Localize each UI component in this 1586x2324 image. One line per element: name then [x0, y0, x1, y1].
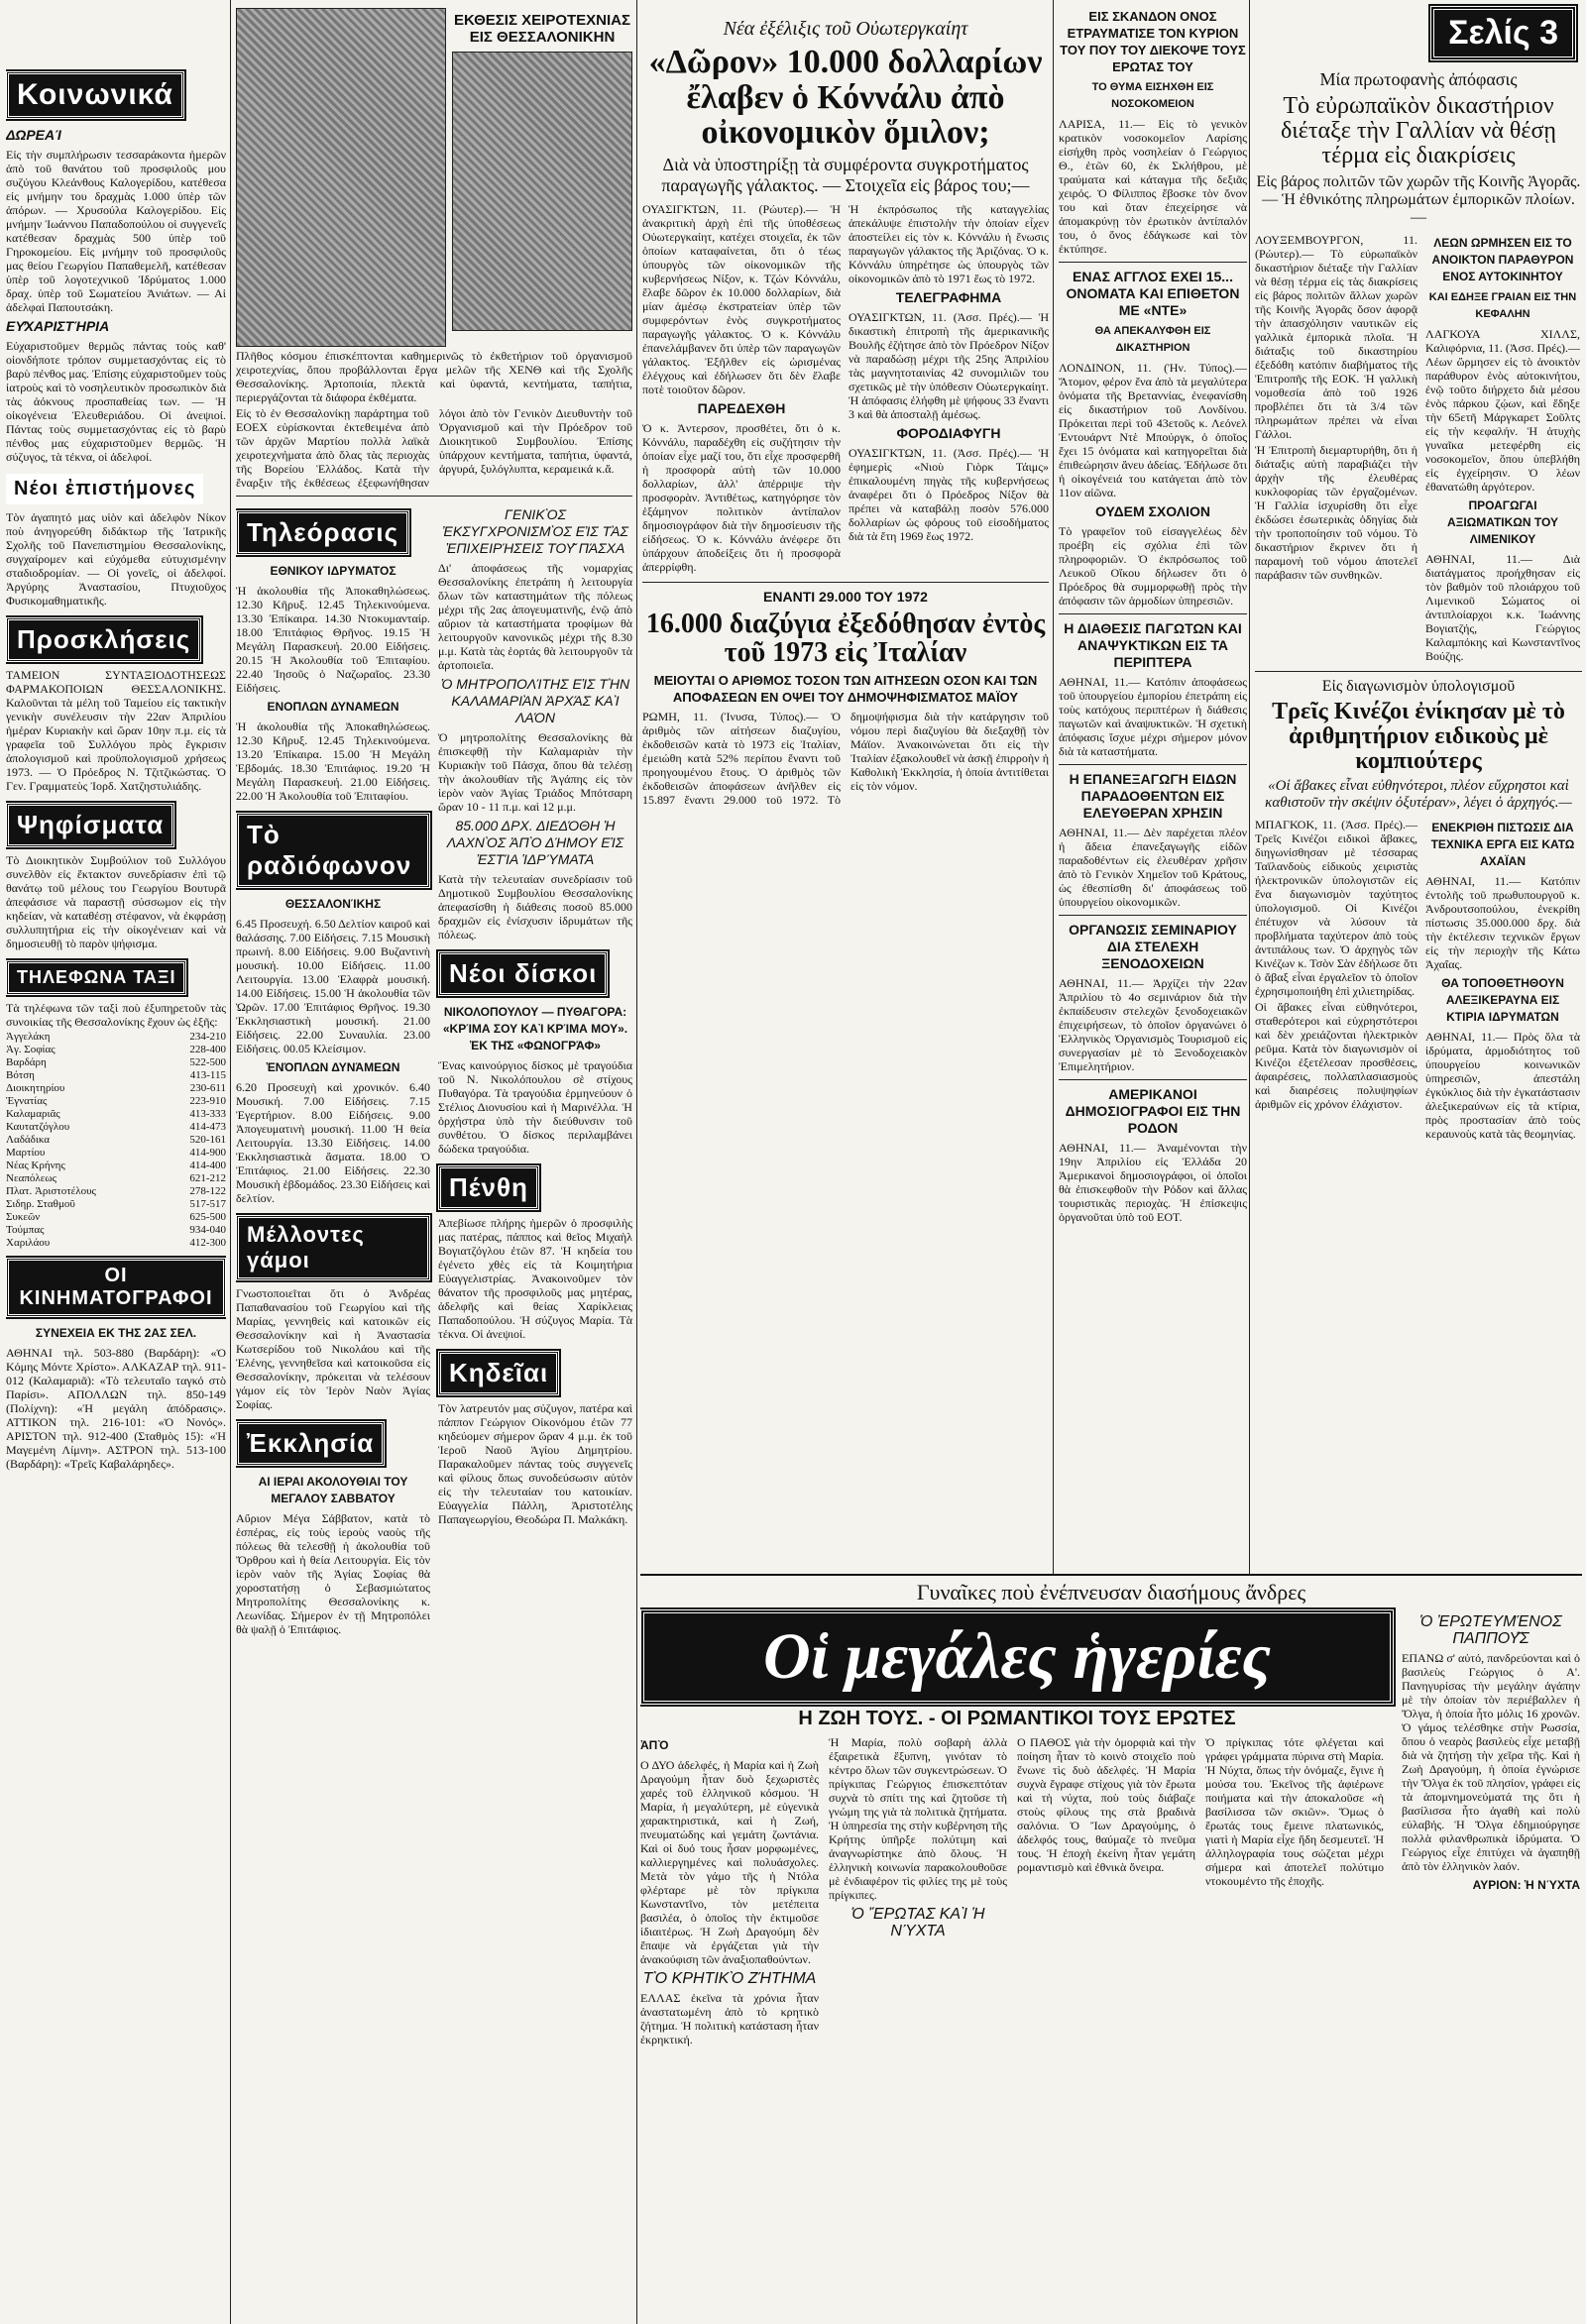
dollars-text: Κατὰ τὴν τελευταίαν συνεδρίασιν τοῦ Δημοτικοῦ Συμβουλίου Θεσσαλονίκης ἀπεφασίσθη ἡ διάθεσις ποσοῦ 85.000 δραχμῶν εἰς ἐνίσχυσιν ἱδρυμάτων τῆς πόλεως. — [438, 872, 632, 941]
leon-sub: ΚΑΙ ΕΔΗΞΕ ΓΡΑΙΑΝ ΕΙΣ ΤΗΝ ΚΕΦΑΛΗΝ — [1428, 290, 1577, 320]
taxi-phone-row — [6, 1108, 226, 1121]
topothetountai-head: ΘΑ ΤΟΠΟΘΕΤΗΘΟΥΝ ΑΛΕΞΙΚΕΡΑΥΝΑ ΕΙΣ ΚΤΙΡΙΑ ΙΔΡΥΜΑΤΩΝ — [1441, 976, 1564, 1025]
watergate-body3: Ἡ ἐκπρόσωπος τῆς καταγγελίας ἀπεκάλυψε ἐπιστολὴν τὴν ὁποίαν εἶχεν ἀποστείλει εἰς τὸν κ. Κόννάλυ ἡ ἕνωσις παραγωγῶν γάλακτος τῆς Ἀριζόνας. Ὁ κ. Κόννάλυ ὑπηρέτησε ὡς ὑπουργὸς τῶν οἰκονομικῶν ἀπὸ τὸ 1971 ἕως τὸ 1972. — [849, 202, 1049, 286]
feature-story — [640, 1574, 1582, 2324]
taxi-phone-row — [6, 1082, 226, 1095]
neoi-banner: Νέοι ἐπιστήμονες — [6, 474, 203, 504]
court-text: ΛΟΥΞΕΜΒΟΥΡΓΟΝ, 11. (Ρώυτερ).— Τὸ εὐρωπαϊκὸν δικαστήριον διέταξε τὴν Γαλλίαν νὰ θέσῃ τέρμα εἰς τὰς διακρίσεις εἰς βάρος πολιτῶν ἄλλων χωρῶν τῆς Κοινῆς Ἀγορᾶς ὅσον ἀφορᾷ τὴν ἀπασχόλησιν ναυτικῶν εἰς γαλλικὰ ἐμπορικὰ πλοῖα. Ἡ διάταξις τοῦ δικαστηρίου ἐξεδόθη κατόπιν διαβήματος τῆς Ἐπιτροπῆς τῆς ΕΟΚ. Ἡ γαλλικὴ νομοθεσία ἀπὸ τοῦ 1926 προβλέπει ὅτι τὰ 3/4 τῶν πληρωμάτων πρέπει νὰ εἶναι Γάλλοι. — [1255, 232, 1417, 441]
oudem-text: Τὸ γραφεῖον τοῦ εἰσαγγελέως δὲν προέβη εἰς σχόλια ἐπὶ τῶν πληροφοριῶν. Ὁ ἐκπρόσωπος τοῦ Λευκοῦ Οἴκου δήλωσεν ὅτι ὁ Πρόεδρος θὰ συμμορφωθῇ πρὸς τὴν ἀπόφασιν τῶν ἁρμοδίων ὑπηρεσιῶν. — [1059, 524, 1247, 608]
dollars-head: 85.000 ΔΡΧ. ΔΙΕΔΌΘΗ Ἡ ΛΑΧΝῸΣ ἈΠῸ ΔΉΜΟΥ ΕἸΣ ἘΣΤΊΑ ἹΔΡΎΜΑΤΑ — [446, 818, 624, 867]
watergate-headline: «Δῶρον» 10.000 δολλαρίων ἔλαβεν ὁ Κόννάλυ ἀπὸ οἰκονομικὸν ὅμιλον; — [648, 44, 1043, 152]
avrion-line: ΑΥΡΙΟΝ: Ἡ ΝΎΧΤΑ — [1472, 1878, 1580, 1892]
pasha-head: ΓΕΝΙΚῸΣ ἘΚΣΥΓΧΡΟΝΙΣΜῸΣ ΕἸΣ ΤᾺΣ ἘΠΙΧΕΙΡΉΣΕΙΣ ΤΟΥ͂ ΠΆΣΧΑ — [442, 506, 628, 556]
feature-deck: Η ΖΩΗ ΤΟΥΣ. - ΟΙ ΡΩΜΑΝΤΙΚΟΙ ΤΟΥΣ ΕΡΩΤΕΣ — [798, 1708, 1236, 1729]
eir-label: ΕΘΝΙΚΟΥ ΙΔΡΥΜΑΤΟΣ — [270, 564, 396, 578]
taxi-area-name: Τούμπας — [6, 1224, 45, 1236]
eucharistiria-heading: ΕΥ̓ΧΑΡΙΣΤΉΡΙΑ — [6, 318, 110, 334]
tileorasis-banner: Τηλεόρασις — [236, 510, 409, 555]
court-text2: Ἡ Ἐπιτροπὴ διεμαρτυρήθη, ὅτι ἡ διάταξις αὐτὴ παραβιάζει τὴν ἀρχὴν τῆς ἐλευθέρας κυκλοφορίας τῶν ἐργαζομένων. Ἡ Γαλλία ἰσχυρίσθη ὅτι εἶχε ἐκδώσει ἐσωτερικὰς ὁδηγίας διὰ τὴν τροποποίησιν τοῦ νόμου. Τὸ δικαστήριον ἔκρινεν ὅτι ἡ παραμονὴ τοῦ νόμου ἀποτελεῖ παράβασιν τῶν συνθηκῶν. — [1255, 442, 1417, 582]
erotas-head: Ὁ ἜΡΩΤΑΣ ΚΑῚ Ἡ ΝΎΧΤΑ — [850, 1906, 985, 1939]
taxi-phone-number: 228-400 — [189, 1044, 226, 1055]
taxi-phone-number: 414-900 — [189, 1147, 226, 1159]
feature-col2: Ἡ Μαρία, πολὺ σοβαρὴ ἀλλὰ ἐξαιρετικὰ ἔξυπνη, γινόταν τὸ κέντρο ὅλων τῶν συγκεντρώσεων. Ὁ πρίγκιπας Γεώργιος ἐπισκεπτόταν συχνὰ τὸ σπίτι της καὶ ζητοῦσε τὴ γνώμη της γιὰ τὰ πολιτικὰ ζητήματα. Ἡ ὑπηρεσία της στὴν κυβέρνηση τῆς Κρήτης ὑπῆρξε πολύτιμη καὶ ἀναγνωρίστηκε ἀπὸ ὅλους. Ἡ ἑλληνικὴ κοινωνία παρακολουθοῦσε μὲ ἐνδιαφέρον τὶς φιλίες της μὲ τοὺς πρίγκιπες. — [829, 1735, 1007, 1902]
eir-text: Ἡ ἀκολουθία τῆς Ἀποκαθηλώσεως. 12.30 Κῆρυξ. 12.45 Τηλεκινούμενα. 13.30 Ἐπίκαιρα. 14.30 Ντοκυμανταίρ. 18.00 Ἐπιτάφιος Θρῆνος. 19.15 Ἡ Μεγάλη Παρασκευή. 20.00 Εἰδήσεις. 20.15 Ἡ Ἀκολουθία τοῦ Ἐπιταφίου. 22.40 Ἰησοῦς ὁ Ναζωραῖος. 23.30 Εἰδήσεις. — [236, 584, 430, 695]
paredexthi-head: ΠΑΡΕΔΕΧΘΗ — [697, 400, 786, 417]
taxi-phone-row — [6, 1185, 226, 1198]
mellontes-banner: Μέλλοντες γάμοι — [236, 1215, 430, 1280]
taxi-area-name: Λαδάδικα — [6, 1134, 51, 1146]
kinimatografoi-text: ΑΘΗΝΑΙ τηλ. 503-880 (Βαρδάρη): «Ὁ Κόμης Μόντε Χρίστο». ΑΛΚΑΖΑΡ τηλ. 911-012 (Καλαμαριᾶ): «Τὸ τελευταῖο ταγκό στὸ Παρίσι». ΑΠΟΛΛΩΝ τηλ. 850-149 (Πολίχνη): «Ἡ μεγάλη ἀπόδρασις». ΑΤΤΙΚΟΝ τηλ. 216-101: «Ὁ Νονός». ΑΡΙΣΤΟΝ τηλ. 912-400 (Σταθμὸς 15): «Ἡ Μαγεμένη Λίμνη». ΑΣΤΡΟΝ τηλ. 513-100 (Βαρδάρη): «Τρεῖς Καβαλάρηδες». — [6, 1346, 226, 1471]
topothetountai-text: ΑΘΗΝΑΙ, 11.— Πρὸς ὅλα τὰ ἱδρύματα, ἁρμοδιότητος τοῦ ὑπουργείου κοινωνικῶν ὑπηρεσιῶν, ἀπεστάλη ἐγκύκλιος διὰ τὴν ἐγκατάστασιν ἀλεξικεραύνων εἰς τὰ κτίρια, πρὸς προστασίαν ἀπὸ τοὺς κεραυνοὺς κατὰ τὰς θεομηνίας. — [1425, 1030, 1580, 1142]
mellontes-text: Γνωστοποιεῖται ὅτι ὁ Ἀνδρέας Παπαθανασίου τοῦ Γεωργίου καὶ τῆς Μαρίας, γεννηθεὶς καὶ κατοικῶν εἰς Θεσσαλονίκην καὶ ἡ Ἀναστασία Κωτσερίδου τοῦ Νικολάου καὶ τῆς Ἑλένης, γεννηθεῖσα καὶ κατοικοῦσα εἰς Θεσσαλονίκην, πρόκειται νὰ τελέσουν γάμον εἰς τὸν Ἱερὸν Ναὸν Ἁγίας Σοφίας. — [236, 1286, 430, 1411]
italy-kicker: ΕΝΑΝΤΙ 29.000 ΤΟΥ 1972 — [763, 589, 928, 606]
taxi-area-name: Ἐγνατίας — [6, 1095, 48, 1107]
taxi-area-name: Καλαμαριᾶς — [6, 1108, 60, 1120]
taxi-area-name: Νέας Κρήνης — [6, 1160, 65, 1171]
telegrafima-head: ΤΕΛΕΓΡΑΦΗΜΑ — [895, 289, 1002, 306]
watergate-body2: Ὁ κ. Ἀντερσον, προσθέτει, ὅτι ὁ κ. Κόννάλυ, παραδέχθη εἰς συζήτησιν τὴν ὁποίαν εἶχε μαζί του, ὅτι εἶχε προσφερθῆ ἡ προσφορὰ αὐτὴ τῶν 10.000 δολλαρίων, ἀλλ' ἀπέρριψε τὴν προσφορὰν. Ἀντιθέτως, κατηγόρησε τὸν ἑξάμηνον πολιτικὸν ἀντίπαλον δημοσιογράφον διὰ τὴν δημοσίευσιν τῆς εἰδήσεως. Ὁ κ. Κόννάλυ ἀνέφερε ὅτι ὑπάρχουν ἀποδείξεις ὅτι ἡ προσφορὰ ἀπερρίφθη. — [642, 421, 841, 575]
taxi-area-name: Βαρδάρη — [6, 1056, 47, 1068]
taxi-phone-row — [6, 1121, 226, 1134]
taxi-area-name: Βότση — [6, 1069, 35, 1081]
feature-col1: Ο ΔΥΟ ἀδελφές, ἡ Μαρία καὶ ἡ Ζωὴ Δραγούμη ἦταν δυὸ ξεχωριστὲς χαρές τοῦ ἑλληνικοῦ κόσμου. Ἡ Μαρία, ἡ μεγαλύτερη, μὲ εὐγενικὰ χαρακτηριστικά, καὶ ἡ Ζωή, πνευματώδης καὶ γεμάτη ζωντάνια. Καὶ οἱ δυό τους ἦσαν μορφωμένες, καλλιεργημένες καὶ πολυάσχολες. Μετὰ τὸν γάμο τῆς ἡ Ντόλα φλέρταρε μὲ τὸν πρίγκιπα Κωνσταντῖνο, τὸν μετέπειτα βασιλέα, ὁ ὁποῖος τὴν ἐκτιμοῦσε ἰδιαιτέρως. Ἡ Ζωὴ Δραγούμη δὲν ἔπαψε νὰ ἐργάζεται γιὰ τὴν ἀνακούφιση τῶν ἀναξιοπαθούντων. — [640, 1758, 819, 1966]
taxi-phone-number: 413-333 — [189, 1108, 226, 1120]
column-classifieds — [6, 0, 226, 2324]
leon-head: ΛΕΩΝ ΩΡΜΗΣΕΝ ΕΙΣ ΤΟ ΑΝΟΙΚΤΟΝ ΠΑΡΑΘΥΡΟΝ ΕΝΟΣ ΑΥΤΟΚΙΝΗΤΟΥ — [1431, 235, 1574, 283]
radio-ened-text: 6.20 Προσευχὴ καὶ χρονικόν. 6.40 Μουσική. 7.00 Εἰδήσεις. 7.15 Ἐγερτήριον. 8.00 Εἰδήσεις. 9.00 Ἀπογευματινὴ μουσική. 11.00 Ἡ θεία Λειτουργία. 13.30 Εἰδήσεις. 14.00 Ἐκκλησιαστικὰ ἄσματα. 18.00 Ὁ Ἐπιτάφιος. 21.00 Εἰδήσεις. 22.30 Μουσικὴ ἑβδομάδος. 23.30 Εἰδήσεις καὶ δελτίον. — [236, 1080, 430, 1205]
erotevmenos-head: Ὁ ἘΡΩΤΕΥΜΈΝΟΣ ΠΑΠΠΟΥ͂Σ — [1419, 1613, 1562, 1647]
exhibit-text: Εἰς τὸ ἐν Θεσσαλονίκῃ παράρτημα τοῦ ΕΟΕΧ εὑρίσκονται ἐκτεθειμένα ἀπὸ τῶν ἀρχῶν Μαρτίου πολλὰ λαϊκὰ χειροτεχνήματα ἀπὸ ὅλας τὰς περιοχὰς τῆς Βορείου Ἑλλάδος. Κατὰ τὴν ἔναρξιν τῆς ἐκθέσεως ἐξεφωνήθησαν λόγοι ἀπὸ τὸν Γενικὸν Διευθυντὴν τοῦ Ὀργανισμοῦ καὶ τὴν Πρόεδρον τοῦ Διοικητικοῦ Συμβουλίου. Ἐπίσης ὑπάρχουν κεντήματα, ταπήτια, ὑφαντά, ἀργυρά, ξυλόγλυπτα, κεραμεικά κ.ἄ. — [236, 406, 632, 490]
eucharistiria-text: Εὐχαριστοῦμεν θερμῶς πάντας τοὺς καθ' οἱονδήποτε τρόπον συμμετασχόντας εἰς τὸ βαρὺ πένθος μας. Ἐπίσης εὐχαριστοῦμεν τοὺς ἰατροὺς καὶ τὸ νοσηλευτικὸν προσωπικὸν διὰ τὰς ἀόκνους προσπαθείας των. — Ἡ οἰκογένεια Ἐλευθεριάδου. Οἱ ἀνεψιοί. Πάντας τοὺς συμμετασχόντας εἰς τὸ βαρὺ πένθος μας εὐχαριστοῦμεν θερμῶς. Ἡ σύζυγος, τὰ τέκνα, οἱ ἀδελφοί. — [6, 339, 226, 464]
forodiafygi-text: ΟΥΑΣΙΓΚΤΩΝ, 11. (Ἀσσ. Πρές).— Ἡ ἐφημερὶς «Νιοὺ Γιὸρκ Τάιμς» ἐπικαλουμένη πηγὰς τῆς κυβερνήσεως ἀναφέρει ὅτι ὁ Πρόεδρος Νίξον θὰ πρέπει νὰ καταβάλῃ ποσὸν 576.000 δολλαρίων ὡς φόρους τοῦ εἰσοδήματος διὰ τὰ ἔτη 1969 ἕως 1972. — [849, 446, 1049, 544]
penthi-text: Ἀπεβίωσε πλήρης ἡμερῶν ὁ προσφιλὴς μας πατέρας, πάππος καὶ θεῖος Μιχαὴλ Βογιατζόγλου ἐτῶν 87. Ἡ κηδεία του ἐγένετο χθὲς εἰς τὰ Κοιμητήρια Εὐαγγελιστρίας. Ἀνακοινοῦμεν τὸν θάνατον τῆς προσφιλοῦς μας μητέρας, ἀδελφῆς καὶ θείας Χαρίκλειας Παπαδοπούλου. Ἡ σύζυγος Μαρία. Τὰ τέκνα. Οἱ ἀνεψιοί. — [438, 1216, 632, 1341]
italy-deck: ΜΕΙΟΥΤΑΙ Ο ΑΡΙΘΜΟΣ ΤΟΣΟΝ ΤΩΝ ΑΙΤΗΣΕΩΝ ΟΣΟΝ ΚΑΙ ΤΩΝ ΑΠΟΦΑΣΕΩΝ ΕΝ ΟΨΕΙ ΤΟΥ ΔΗΜΟΨΗΦΙΣΜΑΤΟΣ ΜΑΪΟΥ — [653, 672, 1038, 705]
taxi-phone-number: 278-122 — [189, 1185, 226, 1197]
taxi-area-name: Καυτατζόγλου — [6, 1121, 70, 1133]
column-events — [236, 0, 632, 2324]
taxi-phone-row — [6, 1031, 226, 1044]
kritiko-head: ΤῸ ΚΡΗΤΙΚῸ ΖΉΤΗΜΑ — [642, 1970, 817, 1987]
taxi-phone-row — [6, 1147, 226, 1160]
italy-body: ΡΩΜΗ, 11. (Ἰνυσα, Τύπος).— Ὁ ἀριθμὸς τῶν αἰτήσεων διαζυγίου, ἐκδοθεισῶν κατὰ τὸ 1973 εἰς Ἰταλίαν, ἐμειώθη κατὰ 52% περίπου ἔναντι τοῦ προηγουμένου ἔτους. Ὁ ἀριθμὸς τῶν ἐκδοθεισῶν ἀποφάσεων ἀνῆλθεν εἰς 15.897 ἔναντι 29.000 τοῦ 1972. Τὸ δημοψήφισμα διὰ τὴν κατάργησιν τοῦ νόμου περὶ διαζυγίου θὰ διεξαχθῇ τὸν Μάϊον. Ἀνακοινώνεται ὅτι εἰς τὴν Ἰταλίαν ἐξακολουθεῖ νὰ ἀσκῇ ἐπιρροὴν ἡ Καθολικὴ Ἐκκλησία, ἡ ὁποία ἀντιτίθεται εἰς τὸν νόμον. — [642, 709, 1049, 807]
oudem-head: ΟΥΔΕΜ ΣΧΟΛΙΟΝ — [1095, 503, 1210, 519]
penthi-banner: Πένθη — [438, 1165, 539, 1210]
court-deck: Εἰς βάρος πολιτῶν τῶν χωρῶν τῆς Κοινῆς Ἀγορᾶς. — Ἡ ἐθνικότης πληρωμάτων ἐμπορικῶν πλοίων. — — [1256, 172, 1581, 226]
watergate-deck: Διὰ νὰ ὑποστηρίξῃ τὰ συμφέροντα συγκροτήματος παραγωγῆς γάλακτος. — Στοιχεῖα εἰς βάρος του;— — [661, 155, 1030, 196]
ekklisia-banner: Ἐκκλησία — [236, 1421, 385, 1466]
taxi-phone-row — [6, 1224, 226, 1237]
taxi-area-name: Μαρτίου — [6, 1147, 46, 1159]
feature-col4: Ὁ πρίγκιπας τότε φλέγεται καὶ γράφει γράμματα πύρινα στὴ Μαρία. Ἡ Νύχτα, ὅπως τὴν ὀνόμαζε, ἔγινε ἡ μούσα του. Ἐκεῖνος τῆς ἀφιέρωνε ποιήματα καὶ τὴν ἀποκαλοῦσε «ἡ βασίλισσα τῶν σκιῶν». Ὅμως ὁ ἔρωτάς τους ἔμεινε πλατωνικός, γιατὶ ἡ Μαρία εἶχε ἤδη δεσμευτεῖ. Ἡ ἀλληλογραφία τους σώζεται μέχρι σήμερα καὶ ἀποτελεῖ πολύτιμο ντοκουμέντο τῆς ἐποχῆς. — [1205, 1735, 1384, 1888]
proskliseis-text: ΤΑΜΕΙΟΝ ΣΥΝΤΑΞΙΟΔΟΤΗΣΕΩΣ ΦΑΡΜΑΚΟΠΟΙΩΝ ΘΕΣΣΑΛΟΝΙΚΗΣ. Καλοῦνται τὰ μέλη τοῦ Ταμείου εἰς τακτικὴν γενικὴν συνέλευσιν τὴν 22αν Ἀπριλίου ἡμέραν Κυριακὴν καὶ ὥραν 10ην π.μ. εἰς τὰ γραφεῖα τοῦ Συλλόγου πρὸς ἔγκρισιν ἀπολογισμοῦ καὶ προϋπολογισμοῦ χρήσεως 1973. — Ὁ Πρόεδρος Ν. Τζιτζικώστας. Ὁ Γεν. Γραμματεὺς Ἰορδ. Χατζηστυλιάδης. — [6, 668, 226, 793]
kinezoi-headline: Τρεῖς Κινέζοι ἐνίκησαν μὲ τὸ ἀριθμητήριον ειδικοὺς μὲ κομπιούτερς — [1272, 698, 1565, 774]
larisa-text: ΛΑΡΙΣΑ, 11.— Εἰς τὸ γενικὸν κρατικὸν νοσοκομεῖον Λαρίσης εἰσήχθη πρὸς νοσηλείαν ὁ Γεώργιος Θ., ἐτῶν 60, ἐκ Σκλήθρου, μὲ τραύματα καὶ κάταγμα τῆς δεξιᾶς χειρός. Ὁ Φίλιππος ἔβοσκε τὸν ὄνον του καὶ ὅταν ἐπεχείρησε νὰ ἀπομακρύνῃ τὸν ἐρωτικὸν ἀντίπαλόν του, ὁ ὄνος ἐδάγκωσε καὶ τὸν ἐκτύπησε. — [1059, 117, 1247, 256]
enkrisi-head: ΕΝΕΚΡΙΘΗ ΠΙΣΤΩΣΙΣ ΔΙΑ ΤΕΧΝΙΚΑ ΕΡΓΑ ΕΙΣ ΚΑΤΩ ΑΧΑΪΑΝ — [1430, 821, 1575, 869]
taxi-phone-row — [6, 1044, 226, 1056]
taxi-area-name: Ἀγ. Σοφίας — [6, 1044, 56, 1055]
diathesis-text: ΑΘΗΝΑΙ, 11.— Κατόπιν ἀποφάσεως τοῦ ὑπουργείου ἐμπορίου ἐπετράπη εἰς τοὺς κατόχους περιπτέρων ἡ διάθεσις παγωτῶν καὶ ἀναψυκτικῶν. Ἡ σχετικὴ ἀπόφασις ἴσχυε μέχρι σήμερον μόνον διὰ τὰ καταστήματα. — [1059, 675, 1247, 758]
tilefona-banner: ΤΗΛΕΦΩΝΑ ΤΑΞΙ — [6, 960, 186, 995]
proagoges-text: ΑΘΗΝΑΙ, 11.— Διὰ διατάγματος προήχθησαν εἰς τὸν βαθμὸν τοῦ πλοιάρχου τοῦ Λιμενικοῦ Σώματος οἱ ἀντιπλοίαρχοι κ.κ. Ἰωάννης Βογιατζής, Γεώργιος Καλαμπόκης καὶ Κωνσταντῖνος Βούζης. — [1425, 551, 1580, 663]
tilefona-intro: Τὰ τηλέφωνα τῶν ταξὶ ποὺ ἐξυπηρετοῦν τὰς συνοικίας τῆς Θεσσαλονίκης ἔχουν ὡς ἑξῆς: — [6, 1001, 226, 1029]
angelos-head: ΕΝΑΣ ΑΓΓΛΟΣ ΕΧΕΙ 15... ΟΝΟΜΑΤΑ ΚΑΙ ΕΠΙΘΕΤΟΝ ΜΕ «ΝΤΕ» — [1066, 269, 1240, 318]
taxi-phone-row — [6, 1069, 226, 1082]
forodiafygi-head: ΦΟΡΟΔΙΑΦΥΓΗ — [896, 425, 1001, 442]
watergate-body4: ΟΥΑΣΙΓΚΤΩΝ, 11. (Ἀσσ. Πρές).— Ἡ δικαστικὴ ἐπιτροπὴ τῆς ἀμερικανικῆς Βουλῆς ἐζήτησε ἀπὸ τὸν Πρόεδρον Νίξον νὰ παραδώσῃ μέχρι τῆς 25ης Ἀπριλίου τὰς μαγνητοταινίας 42 συνομιλιῶν του σχετικῶς μὲ τὴν ὑπόθεσιν Οὐωτεργκαίητ. Ἡ ἀπόφασις ἐλήφθη μὲ ψήφους 33 ἔναντι 3 καὶ θὰ ἀποσταλῇ ἀμέσως. — [849, 310, 1049, 422]
psifismata-banner: Ψηφίσματα — [6, 803, 174, 847]
dora-heading: ΔΩΡΕΑΊ — [6, 127, 61, 143]
leon-text: ΛΑΓΚΟΥΑ ΧΙΛΛΣ, Καλιφόρνια, 11. (Ἀσσ. Πρές).— Λέων ὥρμησεν εἰς τὸ ἀνοικτὸν παράθυρον ἑνὸς αὐτοκινήτου, ἐνῷ τοῦτο διήρχετο διὰ μέσου ἑνὸς πάρκου ζῴων, καὶ ἔδηξε τὴν 65ετῆ Μάργκαρετ Σοῦλτς εἰς τὴν κεφαλήν. Ἡ ἀτυχὴς γυναῖκα μετεφέρθη εἰς νοσοκομεῖον, ὅπου ὑπεβλήθη εἰς ἐγχείρησιν. Ὁ λέων ἐθανατώθη ἀργότερον. — [1425, 326, 1580, 494]
taxi-phone-row — [6, 1134, 226, 1147]
enkrisi-text: ΑΘΗΝΑΙ, 11.— Κατόπιν ἐντολῆς τοῦ πρωθυπουργοῦ κ. Ἀνδρουτσοπούλου, ἐνεκρίθη πίστωσις 35.000.000 δρχ. διὰ τὴν ἐκτέλεσιν τεχνικῶν ἔργων εἰς τὴν περιοχὴν τῆς Κάτω Ἀχαΐας. — [1425, 874, 1580, 972]
taxi-phone-number: 414-400 — [189, 1160, 226, 1171]
radio-thess-label: ΘΕΣΣΑΛΟΝΊΚΗΣ — [284, 897, 382, 911]
larisa-head: ΕΙΣ ΣΚΑΝΔΟΝ ΟΝΟΣ ΕΤΡΑΥΜΑΤΙΣΕ ΤΟΝ ΚΥΡΙΟΝ ΤΟΥ ΠΟΥ ΤΟΥ ΔΙΕΚΟΨΕ ΤΟΥΣ ΕΡΩΤΑΣ ΤΟΥ — [1060, 9, 1246, 74]
ekklisia-text: Αὔριον Μέγα Σάββατον, κατὰ τὸ ἑσπέρας, εἰς τοὺς ἱεροὺς ναοὺς τῆς πόλεως θὰ τελεσθῇ ἡ ἀκολουθία τοῦ Ὄρθρου καὶ ἡ θεία Λειτουργία. Εἰς τὸν ἱερὸν ναὸν τῆς Ἁγίας Σοφίας θὰ χοροστατήσῃ ὁ Σεβασμιώτατος Μητροπολίτης Θεσσαλονίκης κ. Λεωνίδας. Σήμερον ἐν τῇ Μητροπόλει θὰ ψαλῇ ὁ Ἐπιτάφιος. — [236, 1511, 430, 1636]
taxi-area-name: Νεαπόλεως — [6, 1172, 57, 1184]
taxi-phone-row — [6, 1160, 226, 1172]
kinezoi-deck: «Οἱ ἄβακες εἶναι εὐθηνότεροι, πλέον εὔχρηστοι καὶ καθιστοῦν τὴν σκέψιν ὀξυτέραν», λέγει ὁ ἀρχηγός.— — [1265, 778, 1572, 812]
taxi-phone-row — [6, 1211, 226, 1224]
taxi-phone-row — [6, 1198, 226, 1211]
radiofonou-banner: Τὸ ραδιόφωνον — [236, 813, 430, 888]
radio-ened-label: ἘΝΌΠΛΩΝ ΔΥΝΆΜΕΩΝ — [266, 1060, 400, 1074]
neoi-text: Τὸν ἀγαπητό μας υἱὸν καὶ ἀδελφὸν Νίκον ποὺ ἀνηγορεύθη διδάκτωρ τῆς Ἰατρικῆς Σχολῆς τοῦ Πανεπιστημίου Θεσσαλονίκης, συγχαίρομεν καὶ εὐχόμεθα εὐτυχισμένην σταδιοδρομίαν. — Οἱ γονεῖς, οἱ ἀδελφοί. Ἀργύρης Ἀναστασίου, Πτυχιοῦχος Φυσικομαθηματικῆς. — [6, 510, 226, 608]
amerikanoi-head: ΑΜΕΡΙΚΑΝΟΙ ΔΗΜΟΣΙΟΓΡΑΦΟΙ ΕΙΣ ΤΗΝ ΡΟΔΟΝ — [1065, 1086, 1241, 1136]
taxi-phone-number: 414-473 — [189, 1121, 226, 1133]
taxi-area-name: Πλατ. Ἀριστοτέλους — [6, 1185, 96, 1197]
taxi-phone-number: 621-212 — [189, 1172, 226, 1184]
kinezoi-text: ΜΠΑΓΚΟΚ, 11. (Ἀσσ. Πρές).— Τρεῖς Κινέζοι ειδικοὶ ἄβακες, διηγωνίσθησαν μὲ τέσσαρας Ταϊλανδοὺς εἰδικοὺς χειριστὰς ἠλεκτρονικῶν ὑπολογιστῶν εἰς ἕνα διαγωνισμὸν ταχύτητος ὑπολογισμοῦ. Οἱ Κινέζοι ἐπέτυχον νὰ λύσουν τὰ προβλήματα ταχύτερον ἀπὸ τοὺς ἀντιπάλους των. Ὁ ἀρχηγὸς τῶν Κινέζων κ. Τσὸν Σὰν ἐδήλωσε ὅτι ὁ ἄβαξ εἶναι ἐργαλεῖον τὸ ὁποῖον ἐχρησιμοποιήθη ἐπὶ χιλιετηρίδας. — [1255, 818, 1417, 999]
exhibition-photo-2 — [452, 52, 632, 331]
taxi-phone-number: 223-910 — [189, 1095, 226, 1107]
court-headline: Τὸ εὐρωπαϊκὸν δικαστήριον διέταξε τὴν Γαλλίαν νὰ θέσῃ τέρμα εἰς διακρίσεις — [1281, 93, 1556, 169]
photo-heading: ΕΚΘΕΣΙΣ ΧΕΙΡΟΤΕΧΝΙΑΣ ΕΙΣ ΘΕΣΣΑΛΟΝΙΚΗΝ — [453, 12, 630, 46]
watergate-body1: ΟΥΑΣΙΓΚΤΩΝ, 11. (Ρώυτερ).— Ἡ ἀνακριτικὴ ἀρχὴ ἐπὶ τῆς ὑποθέσεως Οὐωτεργκαίητ, κατέχει στοιχεῖα, ἐκ τῶν ὁποίων καταφαίνεται, ὅτι ὁ τέως ὑπουργὸς τῶν οἰκονομικῶν τῆς κυβερνήσεως Νίξον, κ. Τζών Κόννάλυ, ἔλαβε δῶρον ἐκ 10.000 δολλαρίων, διὰ μίαν ἀμέσῳ ἐκστρατείαν ὑπὲρ τῶν συμφερόντων ἑνὸς συγκροτήματος παραγωγῆς γάλακτος. Ὁ κ. Κόννάλυ ἐπανελάμβανεν ὅτι ὑπὲρ τῶν παραγωγῶν γάλακτος. Ἐξῆλθεν εἰς ὡρισμένας ἐλέγχους καὶ ἐδήλωσεν ὅτι δὲν ἔλαβε ποτὲ τοιοῦτον δῶρον. — [642, 202, 841, 397]
taxi-phone-number: 625-500 — [189, 1211, 226, 1223]
neoi-diskoi-head: ΝΙΚΟΛΟΠΟΥΛΟΥ — ΠΥΘΑΓΟΡΑ: «ΚΡΊΜΑ ΣΟΥ ΚΑῚ ΚΡΊΜΑ ΜΟΥ». ἘΚ ΤΗ͂Σ «ΦΩΝΟΓΡΆΦ» — [442, 1005, 628, 1052]
taxi-area-name: Ἀγγελάκη — [6, 1031, 51, 1043]
taxi-phone-number: 230-611 — [189, 1082, 226, 1094]
taxi-area-name: Συκεῶν — [6, 1211, 41, 1223]
feature-kicker: Γυναῖκες ποὺ ἐνέπνευσαν διασήμους ἄνδρες — [916, 1580, 1306, 1605]
taxi-phone-number: 413-115 — [189, 1069, 226, 1081]
amerikanoi-text: ΑΘΗΝΑΙ, 11.— Ἀναμένονται τὴν 19ην Ἀπριλίου εἰς Ἑλλάδα 20 Ἀμερικανοὶ δημοσιογράφοι, οἱ ὁποῖοι θὰ ἐπισκεφθοῦν τὴν Ρόδον καὶ ἄλλας τουριστικὰς περιοχὰς. Ἡ ἐπίσκεψις ὀργανοῦται ὑπὸ τοῦ ΕΟΤ. — [1059, 1141, 1247, 1224]
taxi-phone-number: 517-517 — [189, 1198, 226, 1210]
koinonika-banner: Κοινωνικά — [6, 71, 184, 119]
ekklisia-sub: ΑΙ ΙΕΡΑΙ ΑΚΟΛΟΥΘΙΑΙ ΤΟΥ ΜΕΓΑΛΟΥ ΣΑΒΒΑΤΟΥ — [258, 1475, 408, 1505]
dora-text: Εἰς τὴν συμπλήρωσιν τεσσαράκοντα ἡμερῶν ἀπὸ τοῦ θανάτου τοῦ προσφιλοῦς μου συζύγου Κλεάνθους Καλογερίδου, κατέθεσα εἰς μνήμην του δραχμὰς 1.000 ὑπὲρ τῶν ἀπόρων. — Χρυσούλα Καλογερίδου. Εἰς μνήμην Ἰωάννου Παπαδοπούλου οἱ συγγενεῖς κατέθεσαν δραχμὰς 500 ὑπὲρ τοῦ Γηροκομείου. Εἰς μνήμην τοῦ προσφιλοῦς μας θείου Γεωργίου Παπαθεμελῆ, κατέθεσαν ὑπὲρ τοῦ λογοτεχνικοῦ Ἰδρύματος 1.000 δραχ. ὑπὲρ τοῦ Σωματείου Ἀνιάτων. — Αἱ ἀδελφαὶ Παπουτσάκη. — [6, 148, 226, 314]
taxi-area-name: Διοικητηρίου — [6, 1082, 65, 1094]
angelos-text: ΛΟΝΔΙΝΟΝ, 11. (Ἠν. Τύπος).— Ἄτομον, φέρον ἕνα ἀπὸ τὰ μεγαλύτερα ὀνόματα τῆς Βρεταννίας, ἐνεφανίσθη εἰς δικαστήριον τοῦ Λονδίνου. Πρόκειται περὶ τοῦ 43ετοῦς κ. Λεόνελ Ἐντουάρντ Ντὲ Μπούργκ, ὁ ὁποῖος ἔχει 15 ὀνόματα καὶ κατηγορεῖται διὰ ἐπιθεώρησιν ἄνευ ἀδείας. Ἐδήλωσε ὅτι ἡ οἰκογένειά του κατάγεται ἀπὸ τὸν 11ον αἰῶνα. — [1059, 361, 1247, 499]
kinezoi-text2: Οἱ ἄβακες εἶναι εὐθηνότεροι, σταθερότεροι καὶ εὐχρηστότεροι καὶ δὲν χρειάζονται ἠλεκτρικὸν ρεῦμα. Κατὰ τὸν διαγωνισμὸν οἱ Κινέζοι ἐξετέλεσαν προσθέσεις, ἀφαιρέσεις, πολλαπλασιασμοὺς καὶ διαιρέσεις πολυψηφίων ἀριθμῶν εἰς χρόνον ἐλάχιστον. — [1255, 1000, 1417, 1112]
feature-col3: Ο ΠΑΘΟΣ γιὰ τὴν ὀμορφιὰ καὶ τὴν ποίηση ἦταν τὸ κοινὸ στοιχεῖο ποὺ ἕνωνε τὶς δυὸ ἀδελφές. Ἡ Μαρία συχνὰ ἔγραφε στίχους γιὰ τὸν ἔρωτα καὶ τὴ νύχτα, ποὺ τοὺς διάβαζε στοὺς φίλους της στὰ βραδινὰ σαλόνια. Ὁ Ἴων Δραγούμης, ὁ ἀδελφός τους, θαύμαζε τὸ πνεῦμα τους. Ἡ ἐποχὴ ἐκείνη ἦταν γεμάτη ρομαντισμὸ καὶ ἐθνικὰ ὄνειρα. — [1017, 1735, 1195, 1874]
neoi-diskoi-text: Ἕνας καινούργιος δίσκος μὲ τραγούδια τοῦ Ν. Νικολόπουλου σὲ στίχους Πυθαγόρα. Τὰ τραγούδια ἑρμηνεύουν ὁ Στέλιος Διονυσίου καὶ ἡ Μαρινέλλα. Ἡ ὀρχήστρα ὑπὸ τὴν διεύθυνσιν τοῦ συνθέτου. Ὁ δίσκος περιλαμβάνει δώδεκα τραγούδια. — [438, 1058, 632, 1156]
yened-label: ΕΝΟΠΛΩΝ ΔΥΝΑΜΕΩΝ — [267, 700, 399, 714]
taxi-phone-number: 412-300 — [189, 1237, 226, 1249]
kinimatografoi-sub: ΣΥΝΕΧΕΙΑ ΕΚ ΤΗΣ 2ΑΣ ΣΕΛ. — [35, 1326, 197, 1340]
taxi-phone-number: 522-500 — [189, 1056, 226, 1068]
taxi-phone-number: 234-210 — [189, 1031, 226, 1043]
angelos-sub: ΘΑ ΑΠΕΚΑΛΥΦΘΗ ΕΙΣ ΔΙΚΑΣΤΗΡΙΟΝ — [1094, 325, 1211, 354]
taxi-area-name: Σιδηρ. Σταθμοῦ — [6, 1198, 75, 1210]
page-number-logo: Σελίς 3 — [1430, 6, 1576, 60]
feature-headline: Οἱ μεγάλες ἡγερίες — [640, 1609, 1394, 1705]
taxi-area-name: Χαριλάου — [6, 1237, 51, 1249]
yened-text: Ἡ ἀκολουθία τῆς Ἀποκαθηλώσεως. 12.30 Κῆρυξ. 12.45 Τηλεκινούμενα. 13.20 Ἐπίκαιρα. 15.00 Ἡ Μεγάλη Ἑβδομάς. 18.30 Ἐπιτάφιος. 19.20 Ἡ Μεγάλη Παρασκευή. 21.00 Εἰδήσεις. 22.00 Ἡ Ἀκολουθία τοῦ Ἐπιταφίου. — [236, 719, 430, 803]
erotevmenos-text: ΕΠΑΝΩ σ' αὐτό, πανδρεύονται καὶ ὁ βασιλεὺς Γεώργιος ὁ Α'. Πανηγυρίσας τὴν μεγάλην ἀγάπην μὲ τὴν ὁποίαν τὸν περιέβαλλεν ἡ Ὄλγα, ἡ ὁποία ἦτο μόλις 16 χρονῶν. Ὁ γάμος τελέσθηκε στὴν Ρωσσία, ὅπου ὁ νεαρὸς βασιλεὺς εἶχε μεταβῇ διὰ νὰ ζητήσῃ τὴν χεῖρα τῆς. Καὶ ἡ Ζωὴ Δραγούμη, ἡ ὁποία ἐγνώρισε τὴν Ὄλγα ἐκ τοῦ πλησίον, γράφει εἰς τὰ ἀπομνημονεύματά της ὅτι ἡ βασίλισσα ἦτο ἀγαθὴ καὶ πολὺ εὐλαβής. Ἡ Ὄλγα ἐδημιούργησε πολλὰ φιλανθρωπικὰ ἱδρύματα. Ὁ Γεώργιος εἶχε ἐπιτύχει νὰ ἀγαπηθῇ ἀπὸ τὸν ἑλληνικὸν λαόν. — [1402, 1651, 1580, 1873]
taxi-phone-list — [6, 1031, 226, 1250]
kideiai-text: Τὸν λατρευτόν μας σύζυγον, πατέρα καὶ πάππον Γεώργιον Οἰκονόμου ἐτῶν 77 κηδεύομεν σήμερον ὥραν 4 μ.μ. ἐκ τοῦ Ἱεροῦ Ναοῦ Ἁγίου Δημητρίου. Παρακαλοῦμεν πάντας τοὺς συγγενεῖς καὶ φίλους ὅπως συνοδεύσωσιν αὐτὸν εἰς τὴν τελευταίαν του κατοικίαν. Εὐαγγελία Πάλλη, Ἀριστοτέλης Παπαγεωργίου, Θεοδώρα Π. Μαλκάκη. — [438, 1401, 632, 1526]
epanagoragi-head: Η ΕΠΑΝΕΞΑΓΩΓΗ ΕΙΔΩΝ ΠΑΡΑΔΟΘΕΝΤΩΝ ΕΙΣ ΕΛΕΥΘΕΡΑΝ ΧΡΗΣΙΝ — [1069, 771, 1237, 821]
psifismata-text: Τὸ Διοικητικὸν Συμβούλιον τοῦ Συλλόγου συνελθὸν εἰς ἔκτακτον συνεδρίασιν ἐπὶ τῷ θανάτῳ τοῦ μέλους του Γεωργίου Βουτυρᾶ ἀπεφάσισε νὰ παραστῇ σύσσωμον εἰς τὴν κηδείαν, νὰ καταθέσῃ στέφανον, νὰ ἐκφράσῃ συλλυπητήρια εἰς τὴν οἰκογένειαν καὶ νὰ δημοσιευθῇ τὸ παρὸν ψήφισμα. — [6, 853, 226, 950]
taxi-phone-row — [6, 1056, 226, 1069]
epanagoragi-text: ΑΘΗΝΑΙ, 11.— Δὲν παρέχεται πλέον ἡ ἄδεια ἐπανεξαγωγῆς εἰδῶν παραδοθέντων εἰς ἐλευθέραν χρῆσιν ἀπὸ τὸ Γενικὸν Χημεῖον τοῦ Κράτους, ὡς ἐθεσπίσθη δι' ἀποφάσεως τοῦ ὑπουργείου οἰκονομικῶν. — [1059, 826, 1247, 909]
radio-thess-text: 6.45 Προσευχή. 6.50 Δελτίον καιροῦ καὶ θαλάσσης. 7.00 Εἰδήσεις. 7.15 Μουσικὴ πρωινή. 8.00 Εἰδήσεις. 9.00 Βυζαντινὴ μουσική. 10.00 Εἰδήσεις. 11.00 Λειτουργία. 13.00 Ἑλαφρὰ μουσική. 14.00 Εἰδήσεις. 15.00 Ἡ ἀκολουθία τῶν Ὡρῶν. 17.00 Ἐπιτάφιος Θρῆνος. 19.30 Ἐκκλησιαστικὴ μουσική. 21.00 Εἰδήσεις. 22.00 Συναυλία. 23.00 Εἰδήσεις. 00.05 Κλείσιμον. — [236, 917, 430, 1055]
watergate-kicker: Νέα ἐξέλιξις τοῦ Οὐωτεργκαίητ — [723, 18, 968, 40]
paraggelia-text: Ὁ μητροπολίτης Θεσσαλονίκης θὰ ἐπισκεφθῇ τὴν Καλαμαριὰν τὴν Κυριακὴν τοῦ Πάσχα, ὅπου θὰ τελέσῃ τὴν ἀκολουθίαν τῆς Ἀγάπης εἰς τὸν ἱερὸν ναὸν Ἁγίας Τριάδος Μπότσαρη ὥραν 10 - 11 π.μ. καὶ 12 μ.μ. — [438, 730, 632, 814]
kritiko-text: ΕΛΛΑΣ ἐκεῖνα τὰ χρόνια ἦταν ἀναστατωμένη ἀπὸ τὸ κρητικὸ ζήτημα. Ἡ πολιτικὴ κατάσταση ἦταν ἐκρηκτική. — [640, 1991, 819, 2047]
neoi-diskoi-banner: Νέοι δίσκοι — [438, 951, 608, 996]
larisa-sub: ΤΟ ΘΥΜΑ ΕΙΣΗΧΘΗ ΕΙΣ ΝΟΣΟΚΟΜΕΙΟΝ — [1091, 81, 1214, 110]
photo-caption: Πλῆθος κόσμου ἐπισκέπτονται καθημερινῶς τὸ ἐκθετήριον τοῦ ὀργανισμοῦ χειροτεχνίας, ὅπου προβάλλονται ἔργα μελῶν τῆς ΧΕΝΘ καὶ τῆς Σχολῆς Θεσσαλονίκης. Ἀρτοποιία, πλεκτὰ καὶ ὑφαντά, κεντήματα, ταπήτια, περιεργάζονται τὰ διάφορα ἐκθέματα. — [236, 349, 632, 404]
proagoges-head: ΠΡΟΑΓΩΓΑΙ ΑΞΙΩΜΑΤΙΚΩΝ ΤΟΥ ΛΙΜΕΝΙΚΟΥ — [1446, 498, 1559, 546]
taxi-phone-row — [6, 1172, 226, 1185]
kideiai-banner: Κηδεῖαι — [438, 1351, 559, 1395]
diathesis-head: Η ΔΙΑΘΕΣΙΣ ΠΑΓΩΤΩΝ ΚΑΙ ΑΝΑΨΥΚΤΙΚΩΝ ΕΙΣ ΤΑ ΠΕΡΙΠΤΕΡΑ — [1064, 620, 1242, 670]
italy-headline: 16.000 διαζύγια ἐξεδόθησαν ἐντὸς τοῦ 1973 εἰς Ἰταλίαν — [645, 609, 1046, 669]
kinezoi-kicker: Εἰς διαγωνισμὸν ὑπολογισμοῦ — [1321, 677, 1516, 695]
paraggelia-head: Ὁ ΜΗΤΡΟΠΟΛΊΤΗΣ ΕἸΣ ΤῊΝ ΚΑΛΑΜΑΡΙᾺΝ ἈΡΧΆΣ ΚΑῚ ΛΑΌΝ — [440, 676, 630, 725]
taxi-phone-number: 934-040 — [189, 1224, 226, 1236]
pasha-text: Δι' ἀποφάσεως τῆς νομαρχίας Θεσσαλονίκης ἐπετράπη ἡ λειτουργία ὅλων τῶν καταστημάτων τῆς πόλεως μέχρι τῆς 2ας ἀπογευματινῆς, ἐνῷ ἀπὸ αὔριον τὰ καταστήματα τροφίμων θὰ λειτουργοῦν κανονικῶς μέχρι τῆς 8.30 μ.μ. Κατὰ τὰς ἑορτάς θὰ λειτουργοῦν τὰ ἀρτοποιεῖα. — [438, 561, 632, 672]
proskliseis-banner: Προσκλήσεις — [6, 617, 201, 662]
taxi-phone-row — [6, 1095, 226, 1108]
court-kicker: Μία πρωτοφανὴς ἀπόφασις — [1319, 69, 1518, 89]
taxi-phone-number: 520-161 — [189, 1134, 226, 1146]
exhibition-photo — [236, 8, 446, 347]
feature-byline: ἈΠῸ — [640, 1738, 669, 1752]
taxi-phone-row — [6, 1237, 226, 1250]
organosis-head: ΟΡΓΑΝΩΣΙΣ ΣΕΜΙΝΑΡΙΟΥ ΔΙΑ ΣΤΕΛΕΧΗ ΞΕΝΟΔΟΧΕΙΩΝ — [1069, 922, 1237, 971]
organosis-text: ΑΘΗΝΑΙ, 11.— Ἀρχίζει τὴν 22αν Ἀπριλίου τὸ 4ο σεμινάριον διὰ τὴν ἐκπαίδευσιν στελεχῶν ξενοδοχειακῶν ἐπιχειρήσεων, τὸ ὁποῖον ὀργανώνει ὁ Ἑλληνικὸς Ὀργανισμὸς Τουρισμοῦ εἰς συνεργασίαν μὲ τὸ Ξενοδοχειακὸν Ἐπιμελητήριον. — [1059, 976, 1247, 1073]
kinimatografoi-banner: ΟΙ ΚΙΝΗΜΑΤΟΓΡΑΦΟΙ — [6, 1258, 226, 1317]
